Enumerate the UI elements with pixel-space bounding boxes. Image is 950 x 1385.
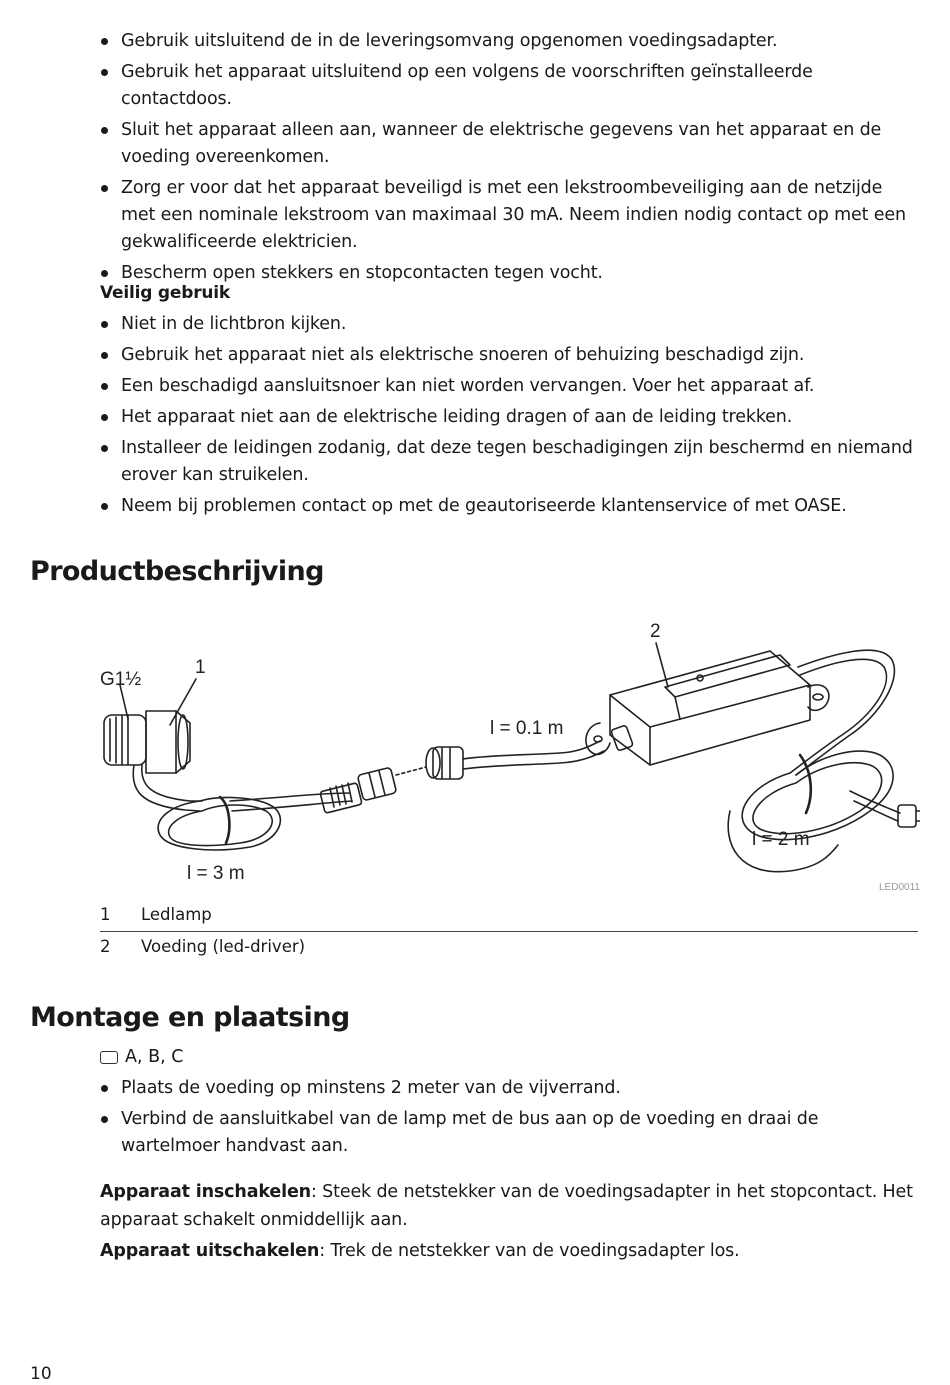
list-item: Gebruik het apparaat uitsluitend op een volgens de voorschriften geïnstalleerde contactdoos. (100, 59, 920, 113)
list-item: Een beschadigd aansluitsnoer kan niet worden vervangen. Voer het apparaat af. (100, 373, 920, 400)
list-item: Sluit het apparaat alleen aan, wanneer de elektrische gegevens van het apparaat en de voeding overeenkomen. (100, 117, 920, 171)
page-number: 10 (30, 1364, 52, 1384)
list-item: Neem bij problemen contact op met de geautoriseerde klantenservice of met OASE. (100, 493, 920, 520)
list-item: Het apparaat niet aan de elektrische leiding dragen of aan de leiding trekken. (100, 404, 920, 431)
legend-label: Voeding (led-driver) (141, 937, 306, 956)
product-description-heading: Productbeschrijving (30, 556, 324, 587)
figure-reference (100, 1044, 920, 1070)
montage-list (100, 1075, 920, 1160)
list-item: Gebruik het apparaat niet als elektrische snoeren of behuizing beschadigd zijn. (100, 342, 920, 369)
cable-length-plug-label: l = 2 m (752, 829, 810, 850)
montage-section (100, 1044, 920, 1268)
figure-code: LED0011 (879, 882, 920, 893)
switch-off-label: Apparaat uitschakelen (100, 1241, 320, 1261)
safety-connection-section (100, 28, 920, 291)
list-item: Installeer de leidingen zodanig, dat deze tegen beschadigingen zijn beschermd en niemand erover kan struikelen. (100, 435, 920, 489)
list-item: Bescherm open stekkers en stopcontacten tegen vocht. (100, 260, 920, 287)
montage-heading: Montage en plaatsing (30, 1002, 350, 1033)
safe-use-list (100, 311, 920, 520)
figure-reference-icon (100, 1051, 118, 1064)
list-item: Plaats de voeding op minstens 2 meter van de vijverrand. (100, 1075, 920, 1102)
safe-use-section (100, 280, 920, 524)
thread-size-label: G1½ (100, 669, 142, 690)
cable-length-short-label: l = 0.1 m (490, 718, 564, 739)
callout-1: 1 (195, 657, 206, 678)
list-item: Niet in de lichtbron kijken. (100, 311, 920, 338)
switch-on-label: Apparaat inschakelen (100, 1182, 311, 1202)
figure-legend (100, 900, 918, 963)
callout-2: 2 (650, 621, 661, 642)
legend-label: Ledlamp (141, 905, 212, 924)
product-illustration (90, 615, 920, 900)
list-item: Verbind de aansluitkabel van de lamp met de bus aan op de voeding en draai de wartelmoer handvast aan. (100, 1106, 920, 1160)
figure-reference-text: A, B, C (125, 1047, 184, 1067)
legend-number: 2 (100, 937, 111, 956)
legend-number: 1 (100, 905, 111, 924)
switch-on-text: : Steek de netstekker van de voedingsadapter in het stopcontact. Het apparaat schakelt onmiddellijk aan. (100, 1182, 913, 1230)
list-item: Gebruik uitsluitend de in de leveringsomvang opgenomen voedingsadapter. (100, 28, 920, 55)
safety-connection-list (100, 28, 920, 287)
switch-on-paragraph (100, 1178, 920, 1234)
switch-off-paragraph (100, 1237, 920, 1265)
legend-row (100, 900, 918, 932)
switch-off-text: : Trek de netstekker van de voedingsadapter los. (319, 1241, 740, 1261)
list-item: Zorg er voor dat het apparaat beveiligd is met een lekstroombeveiliging aan de netzijde met een nominale lekstroom van maximaal 30 mA. Neem indien nodig contact op met een gekwalificeerde elektricien. (100, 175, 920, 256)
safe-use-heading: Veilig gebruik (100, 283, 231, 303)
legend-row (100, 932, 918, 963)
cable-length-lamp-label: l = 3 m (187, 863, 245, 884)
